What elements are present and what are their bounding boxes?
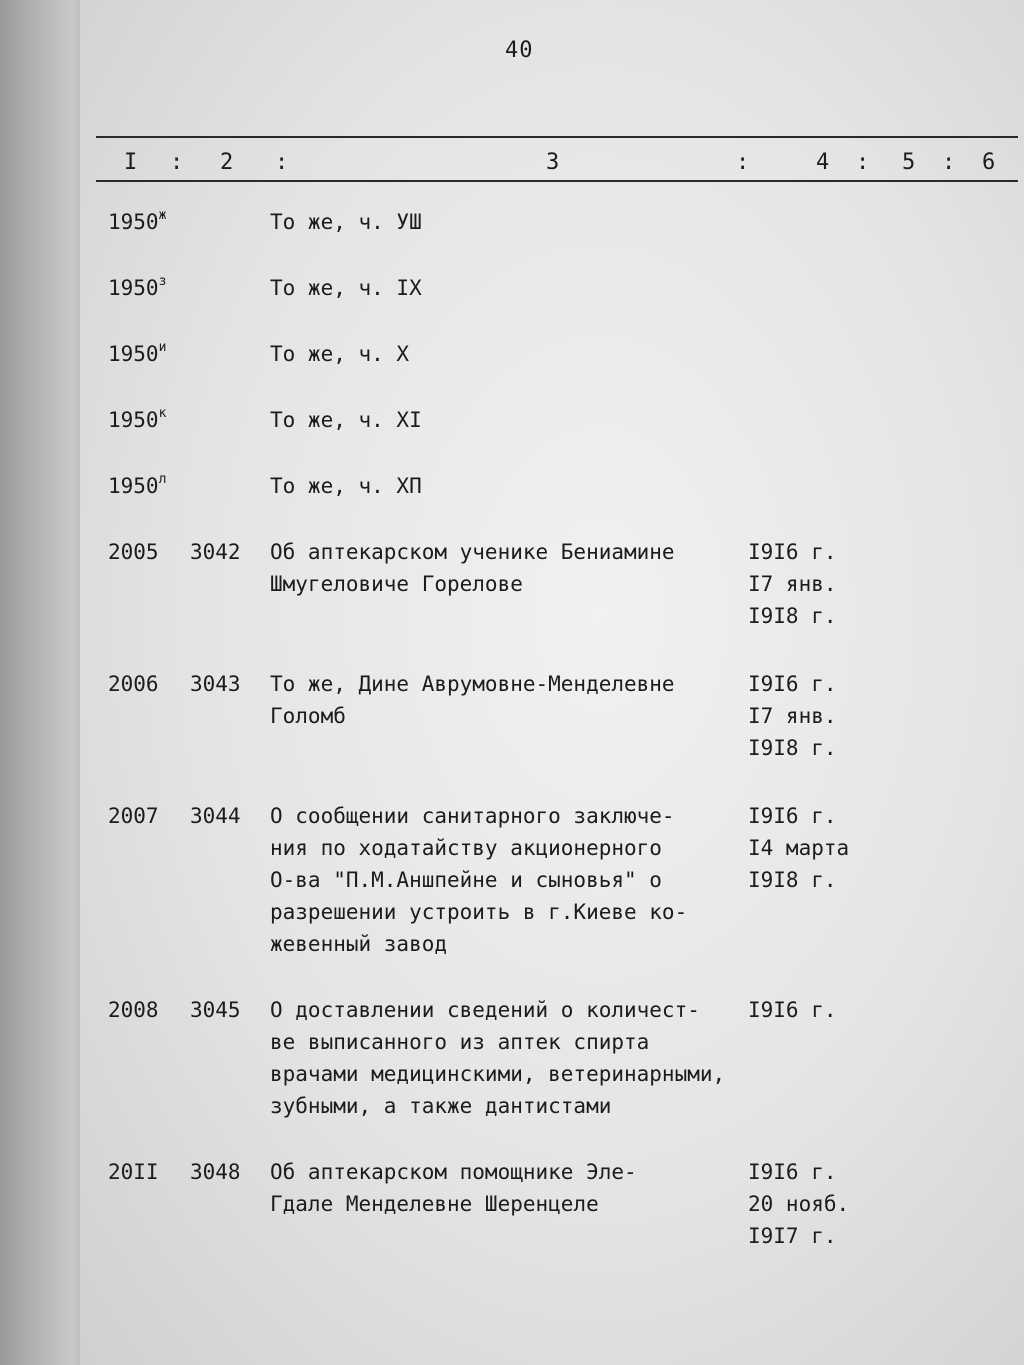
entry-title: То же, ч. ХП — [270, 474, 422, 498]
entry-title: То же, Дине Аврумовне-Менделевне Голомб — [270, 672, 675, 728]
column-header-separator: : — [856, 150, 870, 175]
column-header-separator: : — [275, 150, 289, 175]
entry-title: О сообщении санитарного заключе- ния по ходатайству акционерного О-ва "П.М.Аншпейне и сыновья" о разрешении устроить в г.Киеве ко- жевенный завод — [270, 804, 688, 956]
entry-title: То же, ч. X — [270, 342, 410, 366]
entry-dates: I9I6 г. 20 нояб. I9I7 г. — [748, 1160, 850, 1248]
entry-dates: I9I6 г. I4 марта I9I8 г. — [748, 804, 850, 892]
entry-number: $1950^з$ — [108, 274, 167, 300]
entry-title: О доставлении сведений о количест- ве выписанного из аптек спирта врачами медицинскими, ветеринарными, зубными, а также дантистами — [270, 998, 726, 1118]
entry-number: $1950^и$ — [108, 340, 167, 366]
entry-dates: I9I6 г. — [748, 998, 837, 1022]
header-bottom-rule — [96, 180, 1018, 182]
entry-number: 2007 — [108, 804, 159, 828]
page-number: 40 — [505, 38, 534, 63]
entry-title: Об аптекарском помощнике Эле- Гдале Менделевне Шеренцеле — [270, 1160, 637, 1216]
entry-dates: I9I6 г. I7 янв. I9I8 г. — [748, 672, 837, 760]
entry-number: $1950^к$ — [108, 406, 167, 432]
entry-old-number: 3042 — [190, 540, 241, 564]
column-header-4: 4 — [816, 150, 830, 175]
column-header-separator: : — [942, 150, 956, 175]
entry-title: То же, ч. XI — [270, 408, 422, 432]
binding-edge — [0, 0, 80, 1365]
entry-title: Об аптекарском ученике Бениамине Шмугеловиче Горелове — [270, 540, 675, 596]
entry-number: 2006 — [108, 672, 159, 696]
column-header-separator: : — [170, 150, 184, 175]
entry-title: То же, ч. IX — [270, 276, 422, 300]
column-header-separator: : — [736, 150, 750, 175]
entry-number: 2005 — [108, 540, 159, 564]
header-top-rule — [96, 136, 1018, 138]
entry-dates: I9I6 г. I7 янв. I9I8 г. — [748, 540, 837, 628]
entry-old-number: 3045 — [190, 998, 241, 1022]
entry-old-number: 3044 — [190, 804, 241, 828]
column-header-1: I — [124, 150, 138, 175]
column-header-6: 6 — [982, 150, 996, 175]
entry-number: 2008 — [108, 998, 159, 1022]
entry-number: 20II — [108, 1160, 159, 1184]
column-header-2: 2 — [220, 150, 234, 175]
entry-number: $1950^ж$ — [108, 208, 167, 234]
entry-title: То же, ч. УШ — [270, 210, 422, 234]
entry-old-number: 3048 — [190, 1160, 241, 1184]
entry-number: $1950^л$ — [108, 472, 167, 498]
column-header-5: 5 — [902, 150, 916, 175]
column-header-3: 3 — [546, 150, 560, 175]
entry-old-number: 3043 — [190, 672, 241, 696]
